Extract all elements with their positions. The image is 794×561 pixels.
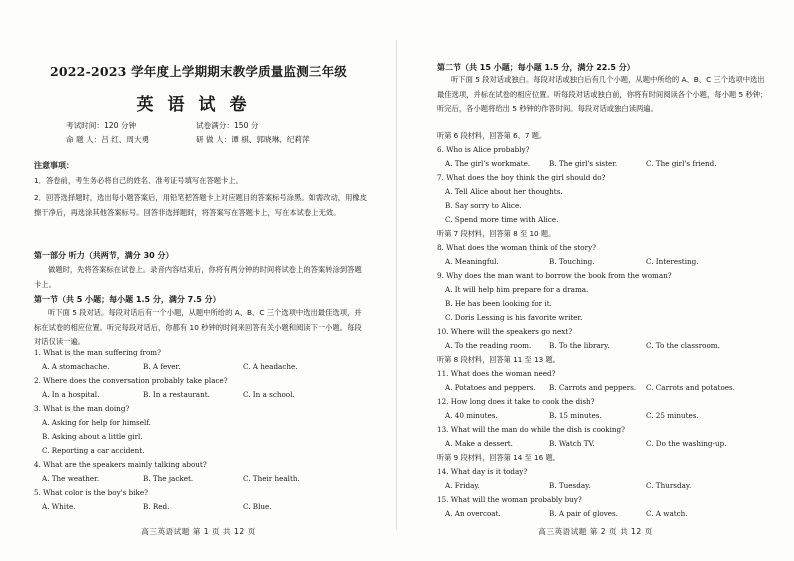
question-11: 11. What does the woman need? [437, 369, 556, 378]
q4-option-a: A. The weather. [42, 474, 100, 483]
q1-option-c: C. A headache. [243, 362, 298, 371]
question-12: 12. How long does it take to cook the dish? [437, 397, 595, 406]
q10-option-b: B. To the library. [549, 341, 610, 350]
q13-option-b: B. Watch TV. [549, 439, 595, 448]
question-4: 4. What are the speakers mainly talking about? [34, 460, 207, 469]
q11-option-b: B. Carrots and peppers. [549, 383, 637, 392]
q3-option-c: C. Reporting a car accident. [42, 446, 145, 455]
q8-option-b: B. Touching. [549, 257, 595, 266]
q5-option-a: A. White. [42, 502, 76, 511]
question-5: 5. What color is the boy's bike? [34, 488, 148, 497]
question-6: 6. Who is Alice probably? [437, 145, 530, 154]
q11-option-a: A. Potatoes and peppers. [445, 383, 536, 392]
q2-option-c: C. In a school. [243, 390, 295, 399]
q5-option-b: B. Red. [143, 502, 170, 511]
q1-option-b: B. A fever. [143, 362, 181, 371]
question-2: 2. Where does the conversation probably take place? [34, 376, 228, 385]
question-9: 9. Why does the man want to borrow the book from the woman? [437, 271, 672, 280]
section1-intro: 听下面 5 段对话。每段对话后有一个小题，从题中所给的 A、B、C 三个选项中选出最佳选项，并标在试卷的相应位置。听完每段对话后，你都有 10 秒钟的时间来回答有关小题和阅读下一小题。每段对话仅读一遍。 [34, 308, 362, 346]
q4-option-c: C. Their health. [243, 474, 300, 483]
exam-reviewers: 研 做 人：谭 棋、郭晓琳、纪莉萍 [196, 135, 310, 144]
q14-option-b: B. Tuesday. [549, 481, 591, 490]
exam-time: 考试时间：120 分钟 [66, 121, 137, 130]
q3-option-b: B. Asking about a little girl. [42, 432, 143, 441]
q8-option-a: A. Meaningful. [445, 257, 499, 266]
q3-option-a: A. Asking for help for himself. [42, 418, 151, 427]
question-8: 8. What does the woman think of the story? [437, 243, 596, 252]
question-1: 1. What is the man suffering from? [34, 348, 161, 357]
question-15: 15. What will the woman probably buy? [437, 495, 582, 504]
q10-option-c: C. To the classroom. [646, 341, 720, 350]
notice-1: 1．答卷前，考生务必将自己的姓名、准考证号填写在答题卡上。 [34, 176, 243, 185]
question-3: 3. What is the man doing? [34, 404, 130, 413]
listening-note-9: 听第 9 段材料，回答第 14 至 16 题。 [437, 453, 560, 462]
page-footer: 高三英语试题 第 1 页 共 12 页 [141, 527, 256, 536]
q14-option-a: A. Friday. [445, 481, 480, 490]
question-13: 13. What will the man do while the dish is cooking? [437, 425, 625, 434]
q7-option-c: C. Spend more time with Alice. [445, 215, 559, 224]
q9-option-c: C. Doris Lessing is his favorite writer. [445, 313, 583, 322]
q11-option-c: C. Carrots and potatoes. [646, 383, 736, 392]
q10-option-a: A. To the reading room. [445, 341, 532, 350]
q12-option-b: B. 15 minutes. [549, 411, 602, 420]
q6-option-b: B. The girl's sister. [549, 159, 618, 168]
section1-title: 第一节（共 5 小题；每小题 1.5 分，满分 7.5 分） [34, 295, 221, 304]
notice-2: 2．回答选择题时，选出每小题答案后，用铅笔把答题卡上对应题目的答案标号涂黑。如需改动，用橡皮擦干净后，再选涂其他答案标号。回答非选择题时，将答案写在答题卡上，写在本试卷上无效。 [34, 193, 367, 217]
q1-option-a: A. A stomachache. [42, 362, 110, 371]
exam-score: 试卷满分：150 分 [196, 121, 259, 130]
section2-title: 第二节（共 15 小题；每小题 1.5 分，满分 22.5 分） [437, 63, 635, 72]
exam-title: 2022-2023 学年度上学期期末教学质量监测三年级 [49, 64, 348, 79]
q13-option-a: A. Make a dessert. [445, 439, 513, 448]
q8-option-c: C. Interesting. [646, 257, 699, 266]
q15-option-c: C. A watch. [646, 509, 688, 518]
listening-note-6: 听第 6 段材料，回答第 6、7 题。 [437, 131, 547, 140]
q2-option-a: A. In a hospital. [42, 390, 100, 399]
q6-option-c: C. The girl's friend. [646, 159, 717, 168]
part1-title: 第一部分 听力（共两节，满分 30 分） [34, 251, 174, 260]
subject-title: 英语试卷 [136, 95, 261, 115]
q15-option-a: A. An overcoat. [445, 509, 501, 518]
q9-option-b: B. He has been looking for it. [445, 299, 552, 308]
listening-note-7: 听第 7 段材料，回答第 8 至 10 题。 [437, 229, 556, 238]
exam-page-2 [397, 0, 794, 561]
question-7: 7. What does the boy think the girl should do? [437, 173, 606, 182]
exam-authors: 命 题 人：吕 红、周大勇 [66, 135, 150, 144]
q6-option-a: A. The girl's workmate. [445, 159, 531, 168]
q7-option-b: B. Say sorry to Alice. [445, 201, 522, 210]
q12-option-c: C. 25 minutes. [646, 411, 699, 420]
q14-option-c: C. Thursday. [646, 481, 692, 490]
question-14: 14. What day is it today? [437, 467, 528, 476]
page-footer: 高三英语试题 第 2 页 共 12 页 [538, 527, 653, 536]
q12-option-a: A. 40 minutes. [445, 411, 498, 420]
part1-intro: 做题时，先将答案标在试卷上。录音内容结束后，你将有两分钟的时间将试卷上的答案转涂到答题卡上。 [34, 265, 362, 289]
q5-option-c: C. Blue. [243, 502, 272, 511]
q2-option-b: B. In a restaurant. [143, 390, 210, 399]
notice-title: 注意事项： [34, 161, 74, 170]
q4-option-b: B. The jacket. [143, 474, 194, 483]
q13-option-c: C. Do the washing-up. [646, 439, 727, 448]
q9-option-a: A. It will help him prepare for a drama. [445, 285, 589, 294]
q7-option-a: A. Tell Alice about her thoughts. [445, 187, 563, 196]
listening-note-8: 听第 8 段材料，回答第 11 至 13 题。 [437, 355, 560, 364]
q15-option-b: B. A pair of gloves. [549, 509, 619, 518]
section2-intro: 听下面 5 段对话或独白。每段对话或独白后有几个小题，从题中所给的 A、B、C 三个选项中选出最佳选项，并标在试卷的相应位置。听每段对话或独白前，你将有时间阅读各个小题，每小题 5 秒钟；听完后，各小题将给出 5 秒钟的作答时间。每段对话或独白读两遍。 [437, 75, 768, 113]
question-10: 10. Where will the speakers go next? [437, 327, 573, 336]
